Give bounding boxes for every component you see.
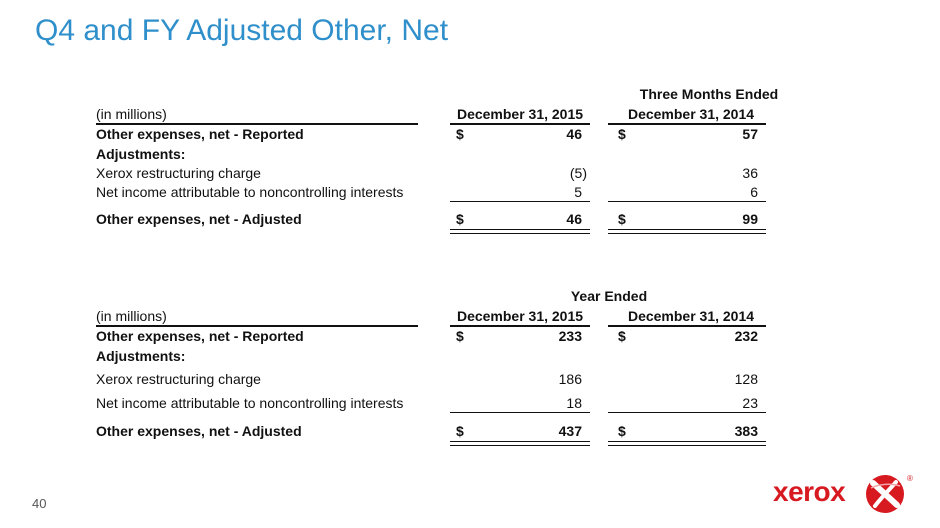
- restructuring-label: Xerox restructuring charge: [96, 165, 261, 181]
- total-double-rule: [450, 441, 590, 446]
- reported-2014-value: 57: [742, 126, 758, 142]
- restructuring-2015-value: (5): [569, 165, 587, 181]
- adjusted-label: Other expenses, net - Adjusted: [96, 423, 302, 439]
- units-label: (in millions): [96, 308, 167, 324]
- adjustments-label: Adjustments:: [96, 146, 186, 162]
- reported-label: Other expenses, net - Reported: [96, 328, 304, 344]
- xerox-logo: [773, 474, 913, 514]
- reported-2015-value: 233: [558, 328, 582, 344]
- subtotal-rule: [608, 201, 766, 202]
- period-header: Three Months Ended: [639, 86, 779, 102]
- header-rule: [96, 123, 418, 125]
- restructuring-2015-value: 186: [558, 371, 582, 387]
- nci-2015-value: 5: [574, 184, 582, 200]
- units-label: (in millions): [96, 106, 167, 122]
- xerox-sphere-icon: [865, 474, 905, 514]
- logo-wordmark: xerox: [773, 476, 846, 507]
- header-rule: [96, 325, 418, 327]
- column-header-2014: December 31, 2014: [627, 106, 755, 122]
- currency-symbol: $: [456, 211, 464, 227]
- nci-label: Net income attributable to noncontrolling interests: [96, 395, 404, 411]
- period-header: Year Ended: [570, 288, 648, 304]
- currency-symbol: $: [618, 423, 626, 439]
- subtotal-rule: [608, 412, 766, 413]
- three-months-table: [96, 86, 779, 236]
- subtotal-rule: [450, 201, 590, 202]
- adjustments-label: Adjustments:: [96, 348, 186, 364]
- header-rule: [608, 123, 766, 125]
- restructuring-2014-value: 128: [734, 371, 758, 387]
- year-ended-table: [96, 288, 768, 458]
- subtotal-rule: [450, 412, 590, 413]
- page-number: 40: [32, 496, 47, 511]
- currency-symbol: $: [618, 126, 626, 142]
- total-double-rule: [608, 441, 766, 446]
- restructuring-2014-value: 36: [742, 165, 758, 181]
- currency-symbol: $: [618, 328, 626, 344]
- header-rule: [450, 123, 590, 125]
- currency-symbol: $: [456, 126, 464, 142]
- reported-label: Other expenses, net - Reported: [96, 126, 304, 142]
- nci-label: Net income attributable to noncontrolling interests: [96, 184, 404, 200]
- adjusted-2015-value: 437: [558, 423, 582, 439]
- currency-symbol: $: [456, 423, 464, 439]
- nci-2015-value: 18: [566, 395, 582, 411]
- column-header-2015: December 31, 2015: [456, 308, 584, 324]
- nci-2014-value: 6: [750, 184, 758, 200]
- header-rule: [450, 325, 590, 327]
- currency-symbol: $: [618, 211, 626, 227]
- total-double-rule: [608, 229, 766, 234]
- reported-2015-value: 46: [566, 126, 582, 142]
- adjusted-2014-value: 99: [742, 211, 758, 227]
- column-header-2015: December 31, 2015: [456, 106, 584, 122]
- nci-2014-value: 23: [742, 395, 758, 411]
- currency-symbol: $: [456, 328, 464, 344]
- page-title: Q4 and FY Adjusted Other, Net: [35, 14, 449, 47]
- total-double-rule: [450, 229, 590, 234]
- registered-mark: ®: [907, 474, 913, 483]
- adjusted-2014-value: 383: [734, 423, 758, 439]
- header-rule: [608, 325, 766, 327]
- adjusted-label: Other expenses, net - Adjusted: [96, 211, 302, 227]
- column-header-2014: December 31, 2014: [627, 308, 755, 324]
- restructuring-label: Xerox restructuring charge: [96, 371, 261, 387]
- reported-2014-value: 232: [734, 328, 758, 344]
- adjusted-2015-value: 46: [566, 211, 582, 227]
